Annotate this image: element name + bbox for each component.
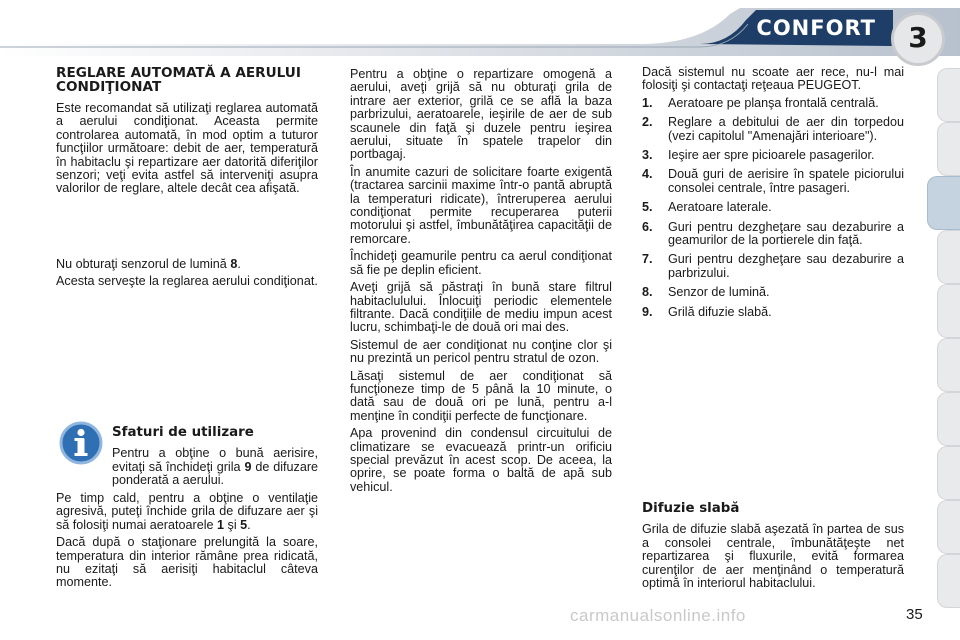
- watermark: carmanualsonline.info: [570, 606, 746, 625]
- vent-list-text: Aeratoare pe planşa frontală centrală.: [668, 95, 879, 110]
- vent-list-item: [642, 286, 904, 299]
- column-2: [350, 68, 612, 498]
- vent-list-item: [642, 168, 904, 195]
- vent-list-number: 7.: [642, 252, 653, 267]
- vent-list-item: [642, 116, 904, 143]
- vent-list-item: [642, 149, 904, 162]
- hot-weather-tips: [56, 492, 318, 594]
- chapter-title: CONFORT: [756, 16, 876, 40]
- low-diffusion-text: Grila de difuzie slabă aşezată în partea de sus a consolei centrale, îmbunătăţeşte net repartizarea şi fluxurile, evită formarea curenţilor de aer menţinând o temperatură optimă în interiorul habitaclului.: [642, 522, 904, 591]
- hot-weather-paragraph: Pe timp cald, pentru a obţine o ventilaţie agresivă, puteţi închide grila de difuzare aer şi să folosiţi numai aeratoarele 1 şi 5.: [56, 491, 318, 532]
- vent-list-item: [642, 221, 904, 248]
- vent-list-item: [642, 306, 904, 319]
- section-title-automatic-ac: REGLARE AUTOMATĂ A AERULUI CONDIŢIONAT: [56, 65, 301, 95]
- tips-box: [112, 426, 318, 492]
- vent-list-number: 6.: [642, 219, 653, 234]
- chapter-tab[interactable]: [937, 122, 960, 176]
- vent-list: [642, 97, 904, 319]
- vent-list-item: [642, 97, 904, 110]
- vent-list-item: [642, 201, 904, 214]
- even-distribution-paragraph: Pentru a obţine o repartizare omogenă a aerului, aveţi grijă să nu obturaţi grila de intrare aer exterior, grilă ce se află la baza parbrizului, aeratoarele, ieşirile de aer de sub scaunele din faţă şi duzele pentru ieşirea aerului, situate în spatele trapelor din portbagaj.: [350, 67, 612, 162]
- vent-list-text: Grilă difuzie slabă.: [668, 304, 772, 319]
- vent-list-text: Guri pentru dezgheţare sau dezaburire a parbrizului.: [668, 252, 904, 280]
- chapter-tab[interactable]: [937, 230, 960, 284]
- chapter-tab-active[interactable]: [927, 176, 960, 230]
- ozone-paragraph: Sistemul de aer condiţionat nu conţine clor şi nu prezintă un pericol pentru stratul de ozon.: [350, 337, 612, 366]
- sensor-paragraph: Nu obturaţi senzorul de lumină 8.: [56, 256, 241, 271]
- vent-list-number: 4.: [642, 167, 653, 182]
- tips-text: Pentru a obţine o bună aerisire, evitaţi să închideţi grila 9 de difuzare ponderată a aerului.: [112, 446, 319, 488]
- column-1: [56, 66, 318, 293]
- low-diffusion-section: [642, 502, 904, 594]
- low-diffusion-title: Difuzie slabă: [642, 501, 740, 516]
- filter-paragraph: Aveţi grijă să păstraţi în bună stare filtrul habitaclulului. Înlocuiţi periodic elementele filtrante. Dacă condiţiile de mediu impun acest lucru, schimbaţi-le de două ori mai des.: [350, 280, 612, 335]
- vent-list-number: 8.: [642, 285, 653, 300]
- sensor-paragraph-2: Acesta serveşte la reglarea aerului condiţionat.: [56, 274, 318, 289]
- column-3: [642, 66, 904, 325]
- monthly-run-paragraph: Lăsaţi sistemul de aer condiţionat să funcţioneze timp de 5 până la 10 minute, o dată sau de două ori pe lună, pentru a-l menţine în condiţii perfecte de funcţionare.: [350, 368, 612, 423]
- vent-list-number: 5.: [642, 200, 653, 215]
- close-windows-paragraph: Închideţi geamurile pentru ca aerul condiţionat să fie pe deplin eficient.: [350, 249, 612, 277]
- parked-sun-paragraph: Dacă după o staţionare prelungită la soare, temperatura din interior rămâne prea ridicată, nu ezitaţi să aerisiţi habitaclul câteva momente.: [56, 535, 318, 590]
- vent-list-text: Guri pentru dezgheţare sau dezaburire a geamurilor de la portierele din faţă.: [668, 219, 904, 248]
- vent-list-text: Senzor de lumină.: [668, 285, 770, 300]
- vent-list-item: [642, 253, 904, 280]
- chapter-tab[interactable]: [937, 338, 960, 392]
- vent-list-number: 3.: [642, 148, 653, 163]
- vent-list-number: 9.: [642, 304, 653, 319]
- vent-list-text: Ieşire aer spre picioarele pasagerilor.: [668, 148, 875, 163]
- vent-list-number: 2.: [642, 115, 653, 130]
- chapter-tab[interactable]: [937, 554, 960, 608]
- no-cold-air-paragraph: Dacă sistemul nu scoate aer rece, nu-l mai folosiţi şi contactaţi reţeaua PEUGEOT.: [642, 65, 904, 93]
- condensation-paragraph: Apa provenind din condensul circuitului de climatizare se evacuează printr-un orificiu special prevăzut în acest scop. De aceea, la oprire, se poate forma o baltă de apă sub vehicul.: [350, 426, 612, 494]
- vent-list-text: Reglare a debitului de aer din torpedou (vezi capitolul "Amenajări interioare").: [668, 115, 904, 143]
- info-icon: [58, 420, 104, 466]
- chapter-tabs: [928, 60, 960, 630]
- automatic-ac-intro: Este recomandat să utilizaţi reglarea automată a aerului condiţionat. Aceasta permite controlarea automată, în mod optim a tuturor funcţiilor următoare: debit de aer, temperatură în habitaclu şi repartizare aer datorită diferiţilor senzori; veţi evita astfel să interveniţi asupra valorilor de reglare, altele decât cea afişată.: [56, 101, 318, 196]
- vent-list-number: 1.: [642, 95, 653, 110]
- chapter-tab[interactable]: [937, 68, 960, 122]
- towing-paragraph: În anumite cazuri de solicitare foarte exigentă (tractarea sarcinii maxime într-o pantă abruptă la temperaturi ridicate), întreruperea aerului condiţionat permite recuperarea puterii motorului şi astfel, îmbunătăţirea capacităţii de remorcare.: [350, 164, 612, 246]
- vent-list-text: Două guri de aerisire în spatele piciorului consolei centrale, între pasageri.: [668, 167, 904, 195]
- tips-title: Sfaturi de utilizare: [112, 425, 254, 440]
- chapter-tab[interactable]: [937, 500, 960, 554]
- chapter-tab[interactable]: [937, 284, 960, 338]
- chapter-tab[interactable]: [937, 446, 960, 500]
- vent-list-text: Aeratoare laterale.: [668, 200, 772, 215]
- chapter-header: [0, 0, 960, 62]
- chapter-tab[interactable]: [937, 392, 960, 446]
- page-number: 35: [906, 606, 923, 623]
- chapter-number-badge: 3: [891, 12, 945, 66]
